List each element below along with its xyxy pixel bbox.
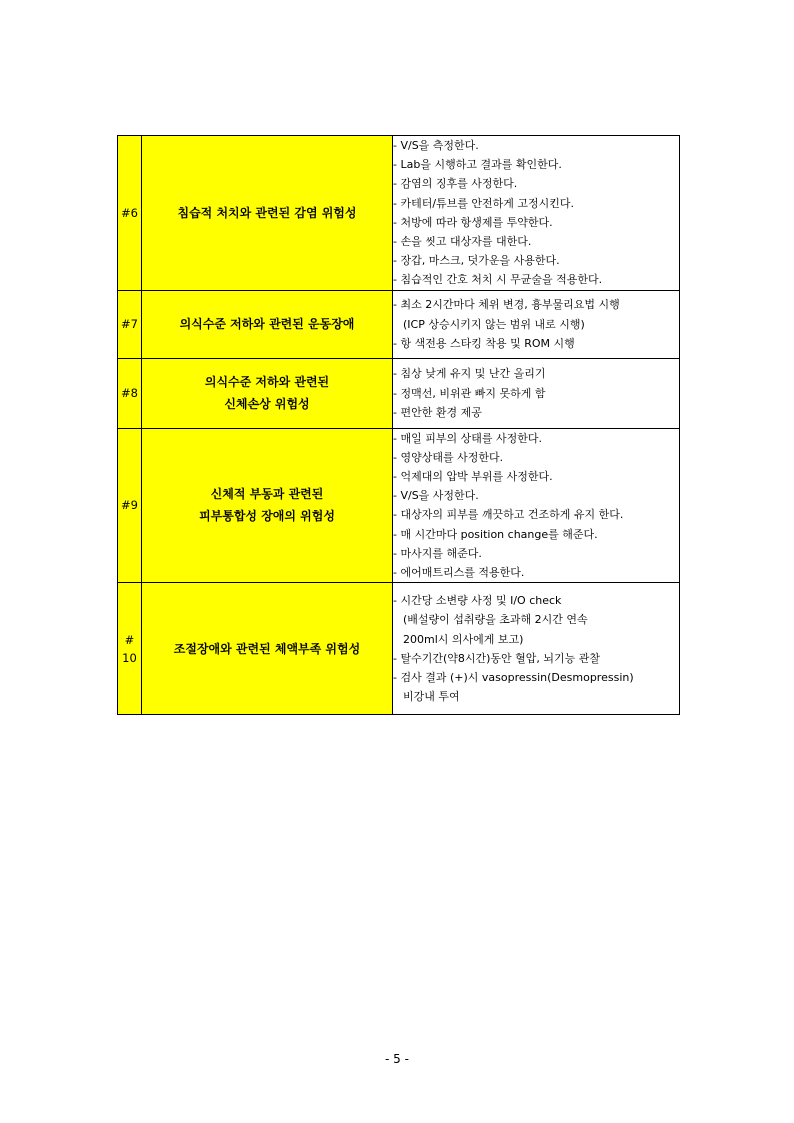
care-plan-row [118, 583, 680, 715]
diagnosis-number-text: 10 [122, 650, 137, 665]
nursing-diagnosis [142, 290, 393, 358]
nursing-diagnosis-text: 의식수준 저하와 관련된 [204, 375, 330, 390]
nursing-interventions [393, 583, 680, 715]
intervention-item: - Lab을 시행하고 결과를 확인한다. [393, 158, 562, 172]
intervention-item: - 항 색전용 스타킹 착용 및 ROM 시행 [393, 336, 575, 350]
intervention-item: - V/S을 사정한다. [393, 489, 479, 503]
intervention-item: - 침상 낮게 유지 및 난간 올리기 [393, 367, 546, 381]
intervention-item: - 에어매트리스를 적용한다. [393, 566, 525, 580]
diagnosis-number [118, 290, 142, 358]
nursing-diagnosis-text: 의식수준 저하와 관련된 운동장애 [179, 317, 355, 332]
nursing-diagnosis [142, 136, 393, 291]
diagnosis-number [118, 358, 142, 428]
nursing-interventions [393, 428, 680, 583]
care-plan-table [117, 135, 680, 715]
diagnosis-number-text: # [124, 632, 135, 647]
intervention-item: 비강내 투여 [403, 690, 460, 704]
intervention-item: - 감염의 징후를 사정한다. [393, 177, 518, 191]
intervention-item: (배설량이 섭취량을 초과해 2시간 연속 [403, 613, 588, 627]
intervention-item: - 매 시간마다 position change를 해준다. [393, 527, 598, 541]
nursing-interventions [393, 136, 680, 291]
diagnosis-number [118, 583, 142, 715]
diagnosis-number-text: #7 [121, 317, 138, 332]
diagnosis-number-text: #8 [121, 386, 138, 401]
nursing-diagnosis-text: 신체손상 위험성 [224, 397, 310, 412]
diagnosis-number-text: #6 [121, 205, 138, 220]
intervention-item: - 침습적인 간호 처치 시 무균술을 적용한다. [393, 273, 603, 287]
intervention-item: - 대상자의 피부를 깨끗하고 건조하게 유지 한다. [393, 508, 624, 522]
care-plan-body [118, 136, 680, 715]
nursing-diagnosis-text: 피부통합성 장애의 위험성 [199, 509, 335, 524]
intervention-item: - 손을 씻고 대상자를 대한다. [393, 235, 532, 249]
intervention-item: - 탈수기간(약8시간)동안 혈압, 뇌기능 관찰 [393, 651, 601, 665]
nursing-diagnosis-text: 조절장애와 관련된 체액부족 위험성 [173, 641, 361, 656]
intervention-item: - 시간당 소변량 사정 및 I/O check [393, 594, 562, 608]
intervention-item: - 마사지를 해준다. [393, 546, 482, 560]
diagnosis-number [118, 428, 142, 583]
intervention-item: - 정맥선, 비위관 빠지 못하게 함 [393, 386, 546, 400]
intervention-item: - 매일 피부의 상태를 사정한다. [393, 431, 542, 445]
care-plan-row [118, 358, 680, 428]
intervention-item: (ICP 상승시키지 않는 범위 내로 시행) [403, 317, 585, 331]
intervention-item: - 영양상태를 사정한다. [393, 450, 504, 464]
diagnosis-number [118, 136, 142, 291]
page-number: - 5 - [385, 1052, 409, 1066]
intervention-item: - 억제대의 압박 부위를 사정한다. [393, 470, 553, 484]
intervention-item: 200ml시 의사에게 보고) [403, 632, 524, 646]
intervention-item: - 카테터/튜브를 안전하게 고정시킨다. [393, 196, 575, 210]
intervention-item: - 편안한 환경 제공 [393, 405, 482, 419]
nursing-diagnosis-text: 신체적 부동과 관련된 [210, 487, 324, 502]
care-plan-row [118, 290, 680, 358]
care-plan-row [118, 428, 680, 583]
diagnosis-number-text: #9 [121, 498, 138, 513]
nursing-interventions [393, 290, 680, 358]
intervention-item: - V/S을 측정한다. [393, 139, 479, 152]
nursing-diagnosis-text: 침습적 처치와 관련된 감염 위험성 [177, 205, 357, 220]
nursing-interventions [393, 358, 680, 428]
intervention-item: - 장갑, 마스크, 덧가운을 사용한다. [393, 254, 560, 268]
intervention-item: - 최소 2시간마다 체위 변경, 흉부물리요법 시행 [393, 298, 620, 312]
intervention-item: - 처방에 따라 항생제를 투약한다. [393, 215, 553, 229]
nursing-diagnosis [142, 428, 393, 583]
nursing-diagnosis [142, 358, 393, 428]
nursing-diagnosis [142, 583, 393, 715]
intervention-item: - 검사 결과 (+)시 vasopressin(Desmopressin) [393, 670, 634, 684]
care-plan-row [118, 136, 680, 291]
